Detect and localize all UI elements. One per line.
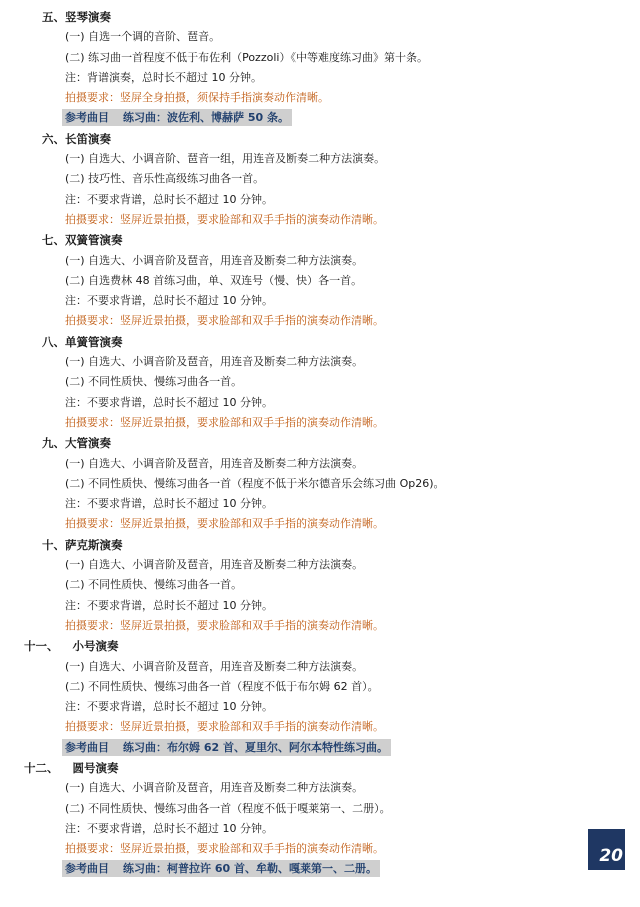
section-title: 大管演奏 [65, 436, 111, 451]
section-heading [0, 7, 640, 27]
section-title: 圆号演奏 [72, 760, 119, 775]
section-heading [0, 758, 640, 778]
section-note: 注：背谱演奏，总时长不超过 10 分钟。 [65, 70, 262, 84]
section-title: 萨克斯演奏 [65, 537, 123, 552]
filming-requirement: 拍摄要求：竖屏近景拍摄，要求脸部和双手手指的演奏动作清晰。 [65, 415, 384, 429]
section-title: 长笛演奏 [65, 131, 111, 146]
requirement-item: (二) 不同性质快、慢练习曲各一首（程度不低于布尔姆 62 首）。 [65, 679, 379, 693]
requirement-item: (一) 自选大、小调音阶及琶音，用连音及断奏二种方法演奏。 [65, 355, 364, 369]
requirement-item: (二) 不同性质快、慢练习曲各一首。 [65, 578, 243, 592]
reference-text: 练习曲：柯普拉许 60 首、牟勒、嘎莱第一、二册。 [123, 862, 377, 876]
section-title: 小号演奏 [72, 639, 119, 654]
section-heading [0, 433, 640, 453]
section-note: 注：不要求背谱，总时长不超过 10 分钟。 [65, 192, 273, 206]
reference-highlight [62, 739, 391, 756]
requirement-item: (一) 自选大、小调音阶及琶音，用连音及断奏二种方法演奏。 [65, 781, 364, 795]
section-number: 六、 [42, 131, 65, 146]
section-number: 十、 [42, 537, 65, 552]
section-number: 十二、 [24, 760, 59, 775]
requirement-item: (一) 自选大、小调音阶及琶音，用连音及断奏二种方法演奏。 [65, 456, 364, 470]
section-number: 九、 [42, 436, 65, 451]
reference-highlight [62, 109, 292, 126]
requirement-item: (一) 自选大、小调音阶及琶音，用连音及断奏二种方法演奏。 [65, 659, 364, 673]
filming-requirement: 拍摄要求：竖屏全身拍摄，须保持手指演奏动作清晰。 [65, 91, 329, 105]
reference-label: 参考曲目 [65, 862, 109, 876]
section-number: 七、 [42, 233, 65, 248]
reference-line [0, 738, 640, 758]
page-number-badge: 20 [588, 829, 625, 870]
section-title: 单簧管演奏 [65, 334, 123, 349]
section-note: 注：不要求背谱，总时长不超过 10 分钟。 [65, 395, 273, 409]
requirement-item: (一) 自选大、小调音阶及琶音，用连音及断奏二种方法演奏。 [65, 253, 364, 267]
section-note: 注：不要求背谱，总时长不超过 10 分钟。 [65, 497, 273, 511]
section-heading [0, 230, 640, 250]
requirement-item: (二) 不同性质快、慢练习曲各一首（程度不低于嘎莱第一、二册）。 [65, 801, 391, 815]
section-title: 双簧管演奏 [65, 233, 123, 248]
requirement-item: (一) 自选大、小调音阶、琶音一组，用连音及断奏二种方法演奏。 [65, 152, 386, 166]
requirement-item: (二) 不同性质快、慢练习曲各一首。 [65, 375, 243, 389]
section-heading [0, 636, 640, 656]
requirement-item: (一) 自选大、小调音阶及琶音，用连音及断奏二种方法演奏。 [65, 558, 364, 572]
requirement-item: (二) 自选费林 48 首练习曲，单、双连号（慢、快）各一首。 [65, 273, 363, 287]
section-title: 竖琴演奏 [65, 10, 111, 24]
section-number: 五、 [42, 10, 65, 24]
section-number: 十一、 [24, 639, 59, 654]
requirement-item: (二) 练习曲一首程度不低于布佐利（Pozzoli）《中等难度练习曲》第十条。 [65, 50, 428, 64]
section-note: 注：不要求背谱，总时长不超过 10 分钟。 [65, 700, 273, 714]
filming-requirement: 拍摄要求：竖屏近景拍摄，要求脸部和双手手指的演奏动作清晰。 [65, 212, 384, 226]
filming-requirement: 拍摄要求：竖屏近景拍摄，要求脸部和双手手指的演奏动作清晰。 [65, 842, 384, 856]
section-note: 注：不要求背谱，总时长不超过 10 分钟。 [65, 598, 273, 612]
filming-requirement: 拍摄要求：竖屏近景拍摄，要求脸部和双手手指的演奏动作清晰。 [65, 314, 384, 328]
section-number: 八、 [42, 334, 65, 349]
filming-requirement: 拍摄要求：竖屏近景拍摄，要求脸部和双手手指的演奏动作清晰。 [65, 720, 384, 734]
reference-label: 参考曲目 [65, 740, 109, 754]
section-heading [0, 332, 640, 352]
reference-line [0, 108, 640, 128]
reference-text: 练习曲：布尔姆 62 首、夏里尔、阿尔本特性练习曲。 [123, 740, 388, 754]
filming-requirement: 拍摄要求：竖屏近景拍摄，要求脸部和双手手指的演奏动作清晰。 [65, 517, 384, 531]
reference-line [0, 859, 640, 879]
section-note: 注：不要求背谱，总时长不超过 10 分钟。 [65, 821, 273, 835]
reference-label: 参考曲目 [65, 111, 109, 125]
requirement-item: (一) 自选一个调的音阶、琶音。 [65, 30, 221, 44]
requirement-item: (二) 技巧性、音乐性高级练习曲各一首。 [65, 172, 265, 186]
section-heading [0, 535, 640, 555]
requirement-item: (二) 不同性质快、慢练习曲各一首（程度不低于米尔德音乐会练习曲 Op26)。 [65, 476, 445, 490]
section-note: 注：不要求背谱，总时长不超过 10 分钟。 [65, 294, 273, 308]
section-heading [0, 129, 640, 149]
document-body [0, 7, 640, 880]
reference-highlight [62, 860, 380, 877]
filming-requirement: 拍摄要求：竖屏近景拍摄，要求脸部和双手手指的演奏动作清晰。 [65, 618, 384, 632]
reference-text: 练习曲：波佐利、博赫萨 50 条。 [123, 111, 289, 125]
